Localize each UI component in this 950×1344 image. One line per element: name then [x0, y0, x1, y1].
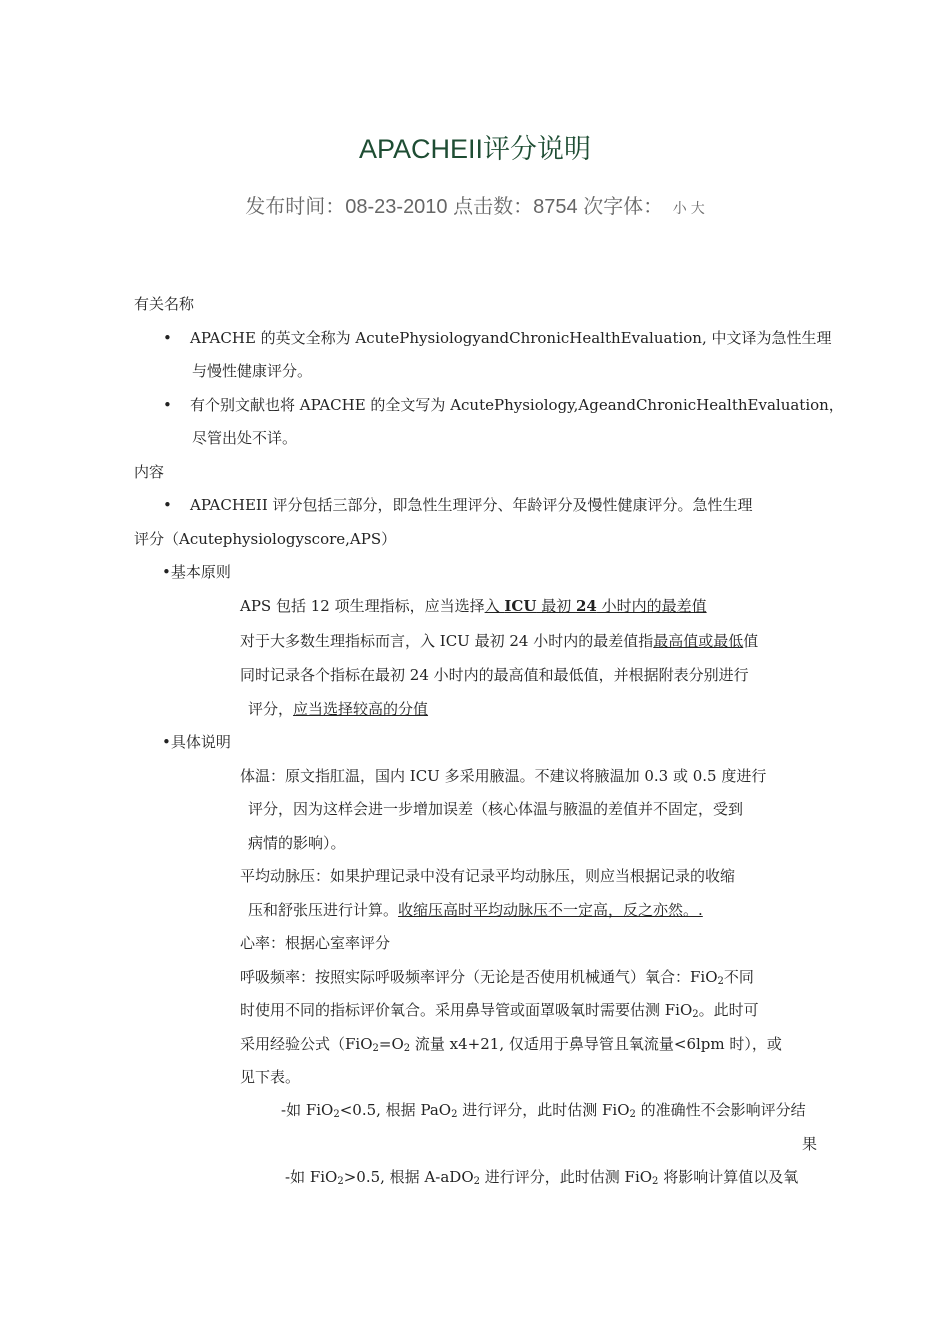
worst-tail: 值: [743, 632, 759, 650]
fio-low-2: <0.5, 根据 PaO: [339, 1101, 452, 1119]
fio-high-sub-2: 2: [473, 1176, 480, 1187]
aps-em-icu: ICU: [504, 597, 537, 615]
fio2-low-line-end: 果: [802, 1135, 818, 1153]
page-title: [0, 127, 950, 166]
resp-2-text: 时使用不同的指标评价氧合。采用鼻导管或面罩吸氧时需要估测 FiO: [240, 1001, 693, 1019]
names-item-2-line-1: 有个别文献也将 APACHE 的全文写为 AcutePhysiology,AgeandChronicHealthEvaluation，: [190, 396, 844, 414]
fio-low-3: 进行评分，此时估测 FiO: [457, 1101, 630, 1119]
fio2-high-line: [285, 1166, 798, 1188]
record-line-1: 同时记录各个指标在最初 24 小时内的最高值和最低值，并根据附表分别进行: [240, 666, 749, 684]
heart-rate-line: 心率：根据心室率评分: [240, 934, 391, 952]
fio-high-3: 进行评分，此时估测 FiO: [480, 1168, 653, 1186]
record-emphasis: 应当选择较高的分值: [293, 700, 429, 718]
resp-3-tail: 流量 x4+21, 仅适用于鼻导管且氧流量<6lpm 时），或: [410, 1035, 782, 1053]
resp-3-text: 采用经验公式（FiO: [240, 1035, 373, 1053]
aps-line: [240, 595, 707, 617]
fio2-low-line: [281, 1099, 806, 1121]
clicks-unit: 次: [583, 196, 604, 218]
click-count: 8754: [533, 196, 578, 218]
bullet-icon: •: [163, 496, 172, 514]
names-item-1-line-1: APACHE 的英文全称为 AcutePhysiologyandChronicHealthEvaluation, 中文译为急性生理: [190, 329, 832, 347]
aps-em-1: 入: [484, 597, 505, 615]
worst-text: 对于大多数生理指标而言，入 ICU 最初 24 小时内的最差值指: [240, 632, 654, 650]
title-latin: APACHEII: [358, 134, 484, 164]
fio-low-sub-2: 2: [451, 1109, 458, 1120]
resp-line-4: 见下表。: [240, 1068, 301, 1086]
resp-1-sub: 2: [717, 976, 724, 987]
worst-value-line: [240, 630, 758, 652]
content-item-1-line-2: 评分（Acutephysiologyscore,APS）: [134, 530, 397, 548]
aps-em-24: 24: [575, 597, 597, 615]
fio-low-sub-3: 2: [629, 1109, 636, 1120]
resp-3-sub-1: 2: [372, 1043, 379, 1054]
names-item-2-line-2: 尽管出处不详。: [192, 429, 298, 447]
resp-line-3: [240, 1033, 782, 1055]
resp-3-sub-2: 2: [403, 1043, 411, 1054]
resp-1-text: 呼吸频率：按照实际呼吸频率评分（无论是否使用机械通气）氧合：FiO: [240, 968, 718, 986]
resp-line-1: [240, 966, 754, 988]
aps-text: APS 包括 12 项生理指标，应当选择: [240, 597, 485, 615]
font-small-link[interactable]: 小: [672, 200, 687, 216]
principle-heading: •基本原则: [162, 563, 231, 581]
date-label: 发布时间：: [245, 196, 346, 218]
clicks-label: 点击数：: [453, 196, 534, 218]
fio-high-sub-3: 2: [652, 1176, 659, 1187]
names-item-1-line-2: 与慢性健康评分。: [192, 362, 313, 380]
fio-high-sub-1: 2: [337, 1176, 344, 1187]
map-line-1: 平均动脉压：如果护理记录中没有记录平均动脉压，则应当根据记录的收缩: [240, 867, 736, 885]
record-text: 评分，: [248, 700, 294, 718]
content-item-1-line-1: APACHEII 评分包括三部分，即急性生理评分、年龄评分及慢性健康评分。急性生理: [190, 496, 753, 514]
fio-low-1: -如 FiO: [281, 1101, 334, 1119]
resp-2-tail: 。此时可: [698, 1001, 759, 1019]
resp-3-mid: =O: [378, 1035, 404, 1053]
resp-1-tail: 不同: [723, 968, 754, 986]
temperature-line-2: 评分，因为这样会进一步增加误差（核心体温与腋温的差值并不固定，受到: [248, 800, 744, 818]
fio-high-2: >0.5, 根据 A-aDO: [343, 1168, 474, 1186]
font-label: 字体：: [603, 196, 664, 218]
names-heading: 有关名称: [134, 295, 195, 313]
publish-date: 08-23-2010: [345, 196, 448, 218]
fio-high-4: 将影响计算值以及氧: [658, 1168, 799, 1186]
fio-low-4: 的准确性不会影响评分结: [635, 1101, 806, 1119]
fio-high-1: -如 FiO: [285, 1168, 338, 1186]
content-heading: 内容: [134, 463, 165, 481]
resp-2-sub: 2: [692, 1009, 699, 1020]
publish-meta: [0, 190, 950, 219]
detail-heading: •具体说明: [162, 733, 231, 751]
aps-emphasis: [485, 597, 707, 615]
record-line-2: [248, 698, 428, 720]
aps-em-5: 小时内的最差值: [596, 597, 707, 615]
map-line-2: [248, 899, 703, 921]
aps-em-3: 最初: [536, 597, 576, 615]
resp-line-2: [240, 999, 759, 1021]
temperature-line-1: 体温：原文指肛温，国内 ICU 多采用腋温。不建议将腋温加 0.3 或 0.5 度进行: [240, 767, 767, 785]
map-emphasis: 收缩压高时平均动脉压不一定高，反之亦然。.: [398, 901, 703, 919]
bullet-icon: •: [163, 329, 172, 347]
title-cjk: 评分说明: [483, 134, 592, 165]
worst-emphasis: 最高值或最低: [653, 632, 744, 650]
fio-low-sub-1: 2: [333, 1109, 340, 1120]
bullet-icon: •: [163, 396, 172, 414]
font-large-link[interactable]: 大: [690, 200, 705, 216]
map-text: 压和舒张压进行计算。: [248, 901, 399, 919]
temperature-line-3: 病情的影响）。: [248, 834, 346, 852]
